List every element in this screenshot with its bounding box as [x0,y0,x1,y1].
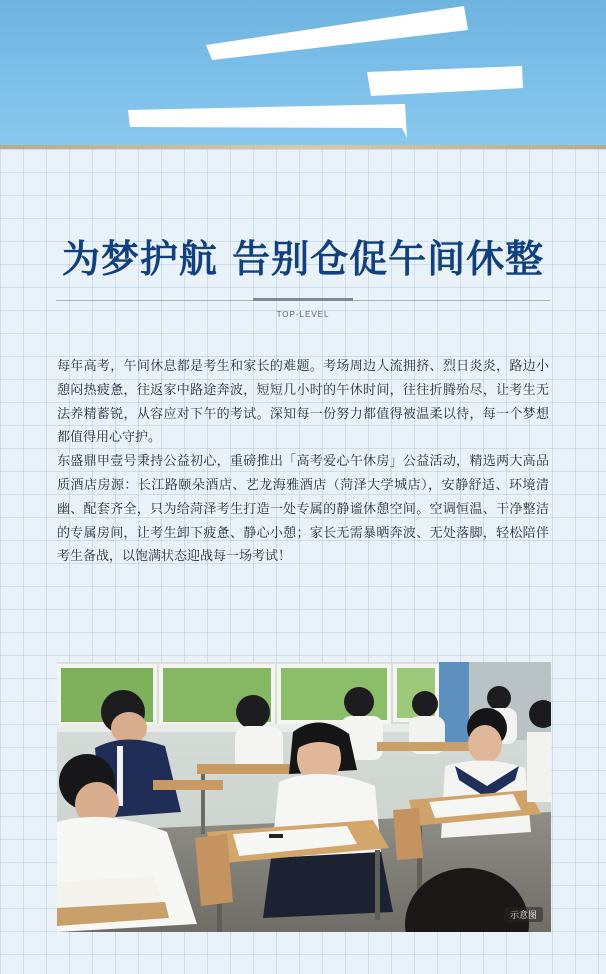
paper-strip-bottom [128,104,407,138]
paragraph: 东盛鼎甲壹号秉持公益初心，重磅推出「高考爱心午休房」公益活动，精选两大高品质酒店房源：长江路颐朵酒店、艺龙海雅酒店（菏泽大学城店），安静舒适、环境清幽、配套齐全，只为给菏泽考生打造一处专属的静谧休憩空间。空调恒温、干净整洁的专属房间，让考生卸下疲惫、静心小憩；家长无需暴晒奔波、无处落脚，轻松陪伴考生备战，以饱满状态迎战每一场考试！ [57,454,549,565]
paper-strip-top [206,6,468,60]
title-underline-accent [253,298,353,301]
paper-strip-middle [367,66,523,96]
paper-strips-decoration [0,0,606,147]
page-title: 为梦护航 告别仓促午间休整 [61,236,545,281]
tagline: TOP-LEVEL [276,310,330,319]
exam-classroom-photo [57,662,551,932]
paragraph: 每年高考，午间休息都是考生和家长的难题。考场周边人流拥挤、烈日炎炎，路边小憩闷热疲惫，往返家中路途奔波，短短几小时的午休时间，往往折腾殆尽，让考生无法养精蓄锐，从容应对下午的考试。深知每一份努力都值得被温柔以待，每一个梦想都值得用心守护。 [57,359,549,446]
article-body [57,355,549,569]
sample-image-badge: 示意图 [504,907,543,922]
window [279,666,389,722]
exam-classroom-illustration [57,662,551,932]
sky-banner [0,0,606,147]
